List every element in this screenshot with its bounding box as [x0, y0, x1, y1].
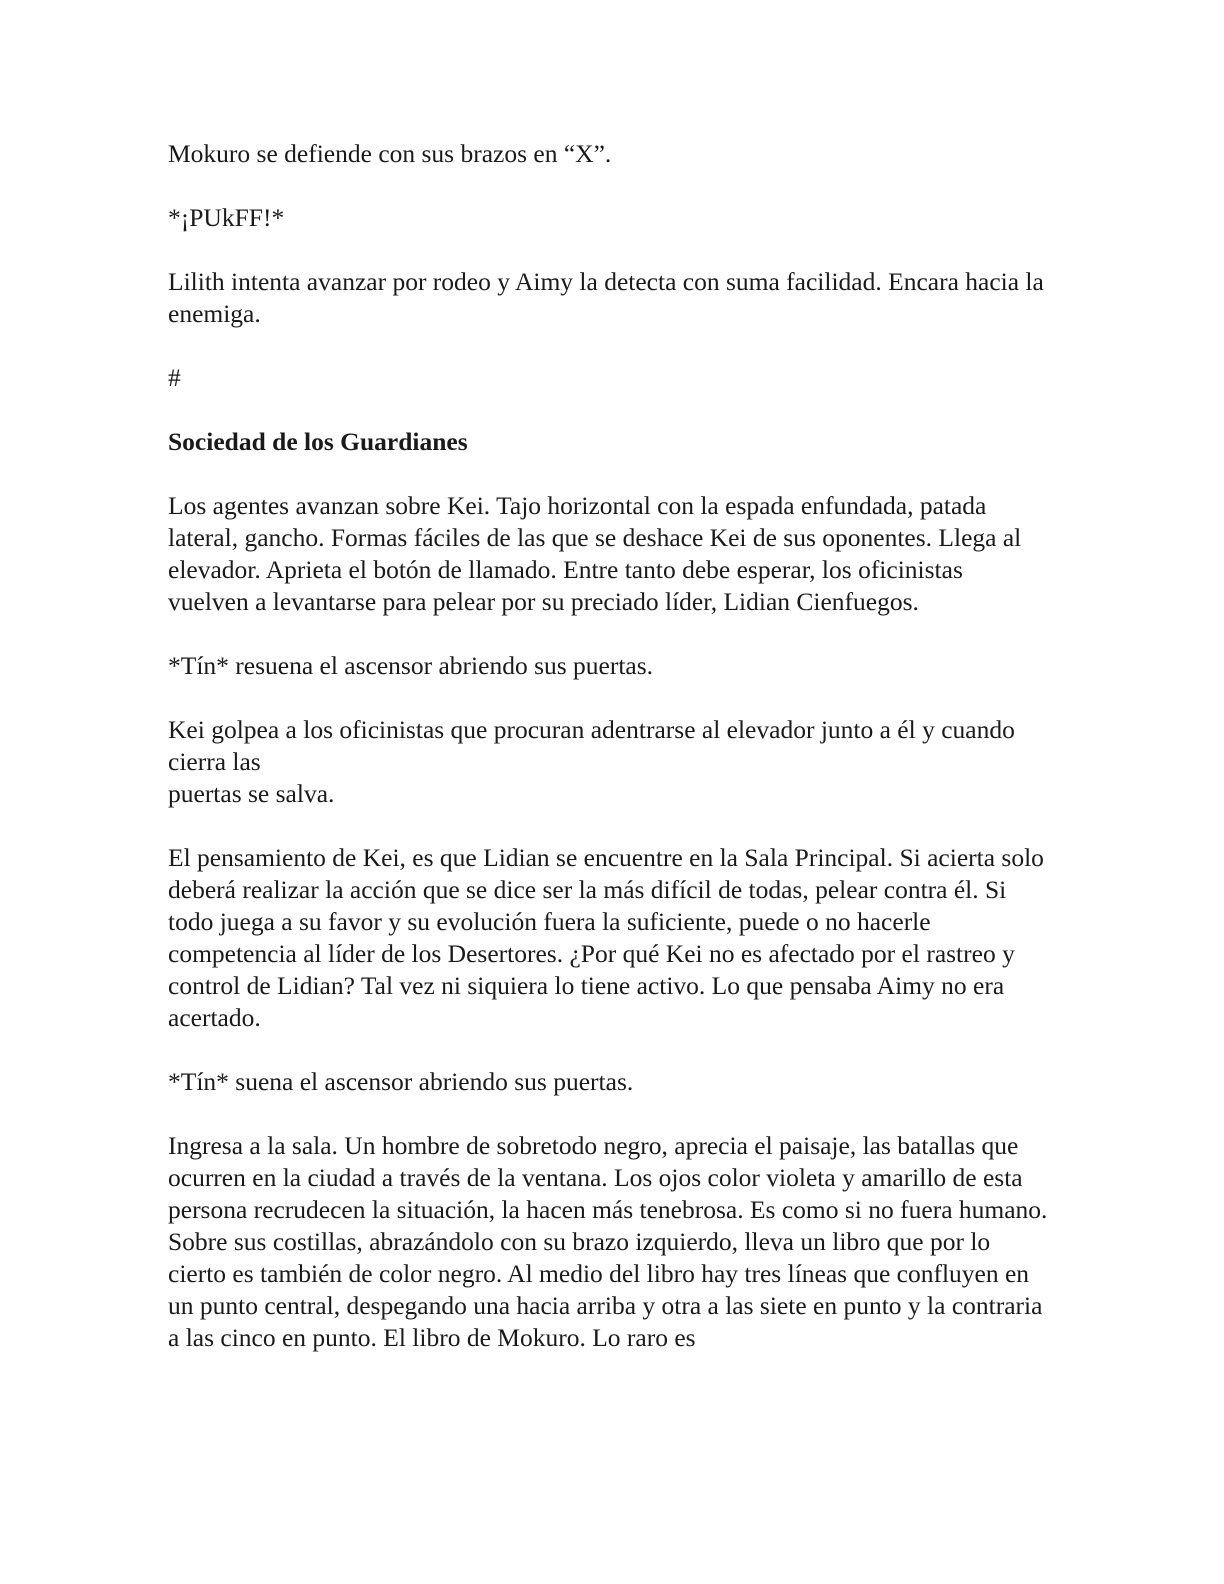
scene-break: #	[168, 363, 181, 392]
paragraph: El pensamiento de Kei, es que Lidian se encuentre en la Sala Principal. Si acierta solo deberá realizar la acción que se dice ser la más difícil de todas, pelear contra él. Si todo juega a su favor y su evolución fuera la suficiente, puede o no hacerle competencia al líder de los Desertores. ¿Por qué Kei no es afectado por el rastreo y control de Lidian? Tal vez ni siquiera lo tiene activo. Lo que pensaba Aimy no era acertado.	[168, 843, 1044, 1032]
paragraph: Ingresa a la sala. Un hombre de sobretodo negro, aprecia el paisaje, las batallas que ocurren en la ciudad a través de la ventana. Los ojos color violeta y amarillo de esta persona recrudecen la situación, la hacen más tenebrosa. Es como si no fuera humano.	[168, 1131, 1048, 1224]
document-body	[168, 138, 1048, 1386]
paragraph: Mokuro se defiende con sus brazos en “X”.	[168, 139, 612, 168]
paragraph: Sobre sus costillas, abrazándolo con su brazo izquierdo, lleva un libro que por lo cierto es también de color negro. Al medio del libro hay tres líneas que confluyen en un punto central, despegando una hacia arriba y otra a las siete en punto y la contraria a las cinco en punto. El libro de Mokuro. Lo raro es	[168, 1227, 1043, 1352]
section-heading: Sociedad de los Guardianes	[168, 427, 468, 456]
paragraph: Los agentes avanzan sobre Kei. Tajo horizontal con la espada enfundada, patada lateral, gancho. Formas fáciles de las que se deshace Kei de sus oponentes. Llega al elevador. Aprieta el botón de llamado. Entre tanto debe esperar, los oficinistas vuelven a levantarse para pelear por su preciado líder, Lidian Cienfuegos.	[168, 491, 1022, 616]
paragraph: Kei golpea a los oficinistas que procuran adentrarse al elevador junto a él y cuando cierra las	[168, 715, 1015, 776]
paragraph: Lilith intenta avanzar por rodeo y Aimy la detecta con suma facilidad. Encara hacia la enemiga.	[168, 267, 1044, 328]
paragraph: puertas se salva.	[168, 779, 335, 808]
paragraph: *Tín* resuena el ascensor abriendo sus puertas.	[168, 651, 654, 680]
sound-effect: *¡PUkFF!*	[168, 203, 285, 232]
paragraph: *Tín* suena el ascensor abriendo sus puertas.	[168, 1067, 634, 1096]
